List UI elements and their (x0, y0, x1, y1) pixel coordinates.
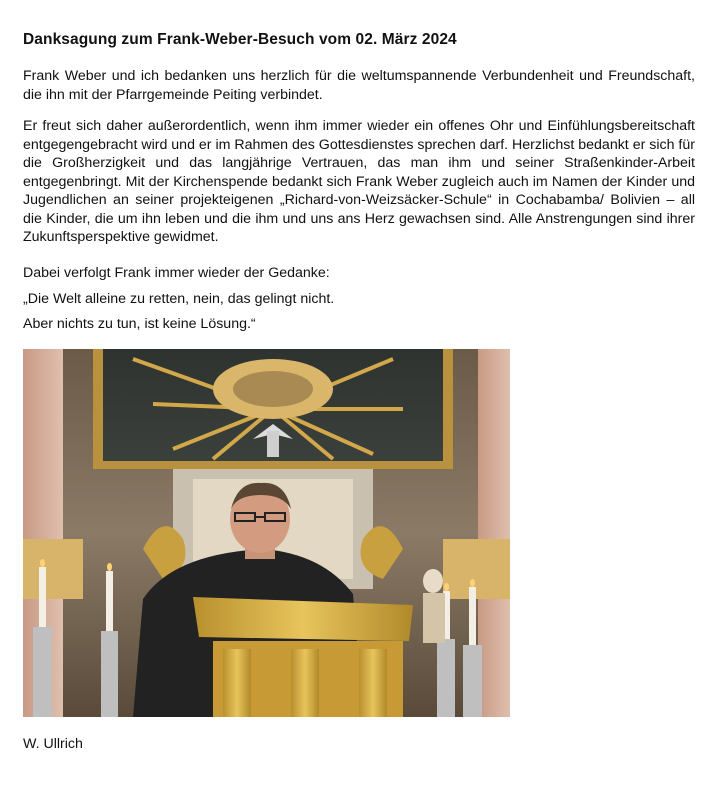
quote-intro: Dabei verfolgt Frank immer wieder der Gedanke: (23, 265, 330, 281)
paragraph-thanks: Frank Weber und ich bedanken uns herzlich für die weltumspannende Verbundenheit und Freundschaft, die ihn mit der Pfarrgemeinde Peiting verbindet. (23, 68, 695, 103)
quote-line-1: „Die Welt alleine zu retten, nein, das gelingt nicht. (23, 291, 335, 307)
document-title: Danksagung zum Frank-Weber-Besuch vom 02. März 2024 (23, 31, 457, 48)
church-photo (23, 349, 510, 717)
paragraph-details: Er freut sich daher außerordentlich, wenn ihm immer wieder ein offenes Ohr und Einfühlungsbereitschaft entgegengebracht wird und er im Rahmen des Gottesdienstes sprechen darf. Herzlichst bedankt er sich für die Großherzigkeit und das langjährige Vertrauen, das man ihm und seiner Straßenkinder-Arbeit entgegenbringt. Mit der Kirchenspende bedankt sich Frank Weber zugleich auch im Namen der Kinder und Jugendlichen an seiner projekteigenen „Richard-von-Weizsäcker-Schule“ in Cochabamba/ Bolivien – all die Kinder, die um ihn leben und die ihm und uns ans Herz gewachsen sind. Alle Anstrengungen sind ihrer Zukunftsperspektive gewidmet. (23, 118, 695, 245)
quote-line-2: Aber nichts zu tun, ist keine Lösung.“ (23, 316, 256, 332)
author-signature: W. Ullrich (23, 736, 83, 752)
